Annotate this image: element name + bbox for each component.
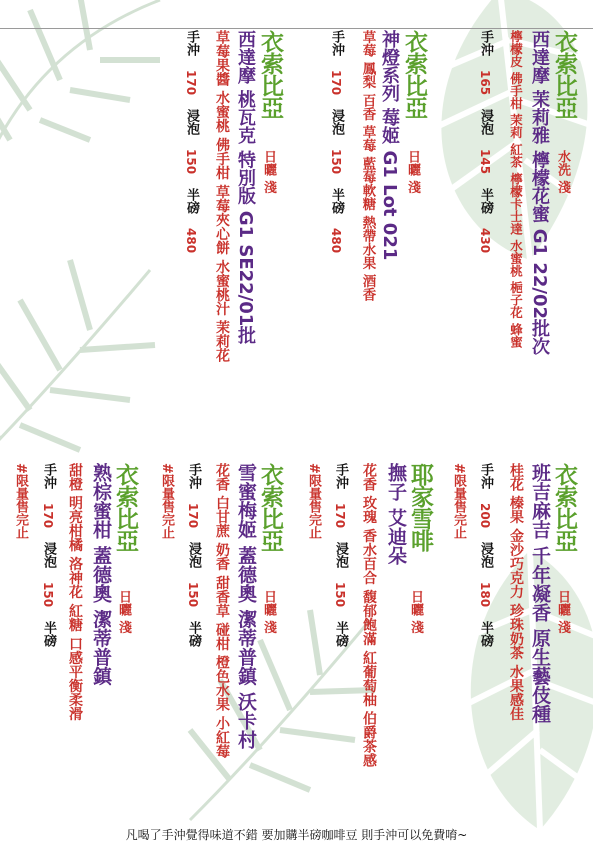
item-7-name: 熟棕蜜柑 蓋德奧 潔蒂普鎮: [90, 463, 112, 686]
item-1-flavor: 檸檬皮 佛手柑 茉莉 紅茶 檸檬卡士達 水蜜桃 梔子花 蜂蜜: [508, 30, 524, 348]
immersion-label: 浸泡: [184, 109, 199, 136]
item-5-limited: #限量售完止: [306, 463, 321, 539]
half-pound-price: 480: [184, 228, 198, 254]
pour-over-label: 手沖: [329, 30, 344, 56]
item-6-flavor: 花香 白甘蔗 奶香 甜香草 碰柑 橙色水果 小紅莓: [214, 463, 230, 759]
item-2-flavor: 草莓 鳳梨 百香 草莓 藍莓軟糖 熱帶水果 酒香: [359, 30, 376, 302]
immersion-label: 浸泡: [333, 542, 348, 569]
pour-over-price: 165: [478, 70, 492, 96]
immersion-label: 浸泡: [478, 109, 493, 136]
item-3-name: 西達摩 桃瓦克 特別版 G1 SE22/01批: [235, 30, 256, 345]
item-4-limited: #限量售完止: [451, 463, 466, 539]
item-5-name: 撫子 艾迪朵: [385, 463, 407, 565]
item-4-country: 衣索比亞: [551, 463, 577, 551]
half-pound-label: 半磅: [329, 188, 344, 215]
item-1-brew: [479, 30, 492, 267]
immersion-label: 浸泡: [186, 542, 201, 569]
palm-leaf-decoration-middle-left: [0, 250, 160, 490]
half-pound-label: 半磅: [184, 188, 199, 215]
item-4-flavor: 桂花 榛果 金沙巧克力 珍珠奶茶 水果感佳: [508, 463, 524, 721]
immersion-price: 150: [186, 582, 200, 608]
pour-over-price: 170: [329, 70, 343, 96]
monstera-leaf-decoration-bottom-right: [420, 540, 593, 840]
immersion-label: 浸泡: [478, 542, 493, 569]
item-6-limited: #限量售完止: [159, 463, 174, 539]
pour-over-label: 手沖: [478, 463, 493, 489]
pour-over-price: 170: [186, 503, 200, 529]
half-pound-price: 480: [329, 228, 343, 254]
item-2-name: 神燈系列 莓姬 G1 Lot 021: [379, 30, 400, 261]
pour-over-label: 手沖: [41, 463, 56, 489]
pour-over-price: 170: [41, 503, 55, 529]
palm-leaf-decoration-bottom-center: [180, 600, 380, 830]
item-5-country: 耶家雪啡: [407, 463, 433, 551]
immersion-label: 浸泡: [329, 109, 344, 136]
immersion-price: 180: [478, 582, 492, 608]
half-pound-label: 半磅: [333, 621, 348, 648]
item-3-brew: [185, 30, 198, 267]
item-5-flavor: 花香 玫瑰 香水百合 馥郁飽滿 紅葡萄柚 伯爵茶感: [361, 463, 377, 768]
half-pound-label: 半磅: [41, 621, 56, 648]
item-7-country: 衣索比亞: [112, 463, 138, 551]
item-1-roast: 水洗 淺: [555, 150, 570, 194]
item-4-name: 班吉麻吉 千年凝香 原生藝伎種: [529, 463, 551, 724]
immersion-price: 150: [184, 149, 198, 175]
item-3-roast: 日曬 淺: [261, 150, 276, 194]
item-3-country: 衣索比亞: [257, 30, 283, 118]
immersion-label: 浸泡: [41, 542, 56, 569]
half-pound-label: 半磅: [186, 621, 201, 648]
item-5-brew: [334, 463, 347, 647]
pour-over-price: 200: [478, 503, 492, 529]
item-2-country: 衣索比亞: [401, 30, 427, 118]
top-rule: [0, 28, 593, 29]
pour-over-price: 170: [333, 503, 347, 529]
half-pound-price: 430: [478, 228, 492, 254]
item-1-name: 西達摩 茉莉雅 檸檬花蜜 G1 22/02批次: [529, 30, 550, 356]
half-pound-label: 半磅: [478, 621, 493, 648]
immersion-price: 150: [329, 149, 343, 175]
half-pound-label: 半磅: [478, 188, 493, 215]
pour-over-label: 手沖: [478, 30, 493, 56]
item-6-country: 衣索比亞: [257, 463, 283, 551]
item-6-brew: [187, 463, 200, 647]
item-2-brew: [330, 30, 343, 267]
pour-over-price: 170: [184, 70, 198, 96]
item-6-roast: 日曬 淺: [261, 590, 276, 634]
item-7-brew: [42, 463, 55, 647]
item-6-name: 雪蜜梅姬 蓋德奧 潔蒂普鎮 沃卡村: [235, 463, 257, 749]
pour-over-label: 手沖: [184, 30, 199, 56]
pour-over-label: 手沖: [333, 463, 348, 489]
footer-note: 凡喝了手沖覺得味道不錯 要加購半磅咖啡豆 則手沖可以免費唷~: [125, 828, 468, 842]
item-1-country: 衣索比亞: [551, 30, 577, 118]
immersion-price: 150: [41, 582, 55, 608]
item-7-flavor: 甜橙 明亮柑橘 洛神花 紅糖 口感平衡柔滑: [67, 463, 83, 721]
item-3-flavor: 草莓果醬 水蜜桃 佛手柑 草莓夾心餅 水蜜桃汁 茉莉花: [214, 30, 230, 363]
item-7-roast: 日曬 淺: [116, 590, 131, 634]
item-4-roast: 日曬 淺: [555, 590, 570, 634]
item-4-brew: [479, 463, 492, 647]
immersion-price: 150: [333, 582, 347, 608]
immersion-price: 145: [478, 149, 492, 175]
item-7-limited: #限量售完止: [13, 463, 28, 539]
item-5-roast: 日曬 淺: [408, 590, 423, 634]
pour-over-label: 手沖: [186, 463, 201, 489]
item-2-roast: 日曬 淺: [405, 150, 420, 194]
